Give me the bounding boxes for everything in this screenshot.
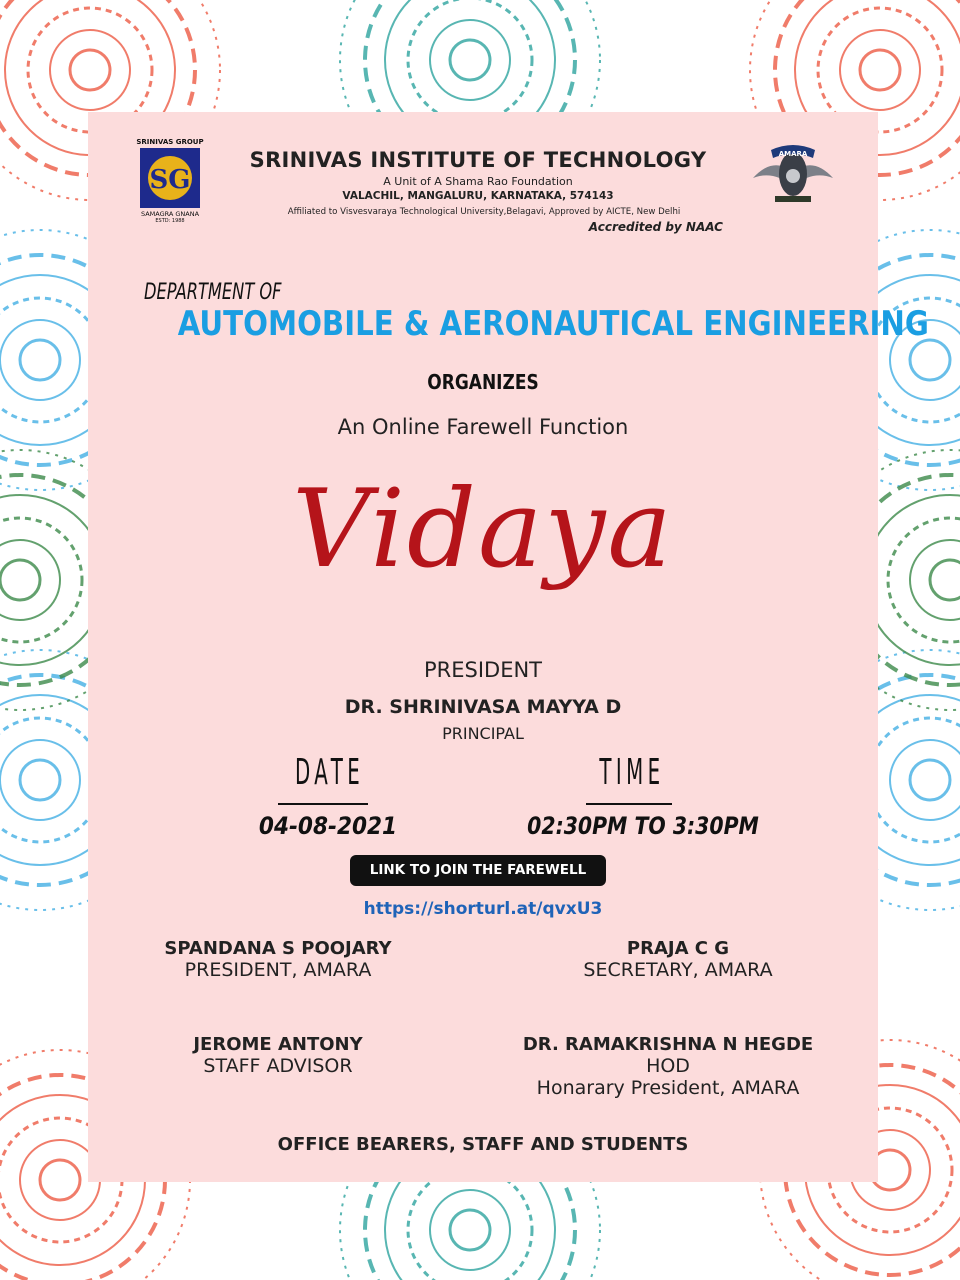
poster-card: [88, 112, 929, 1182]
college-emblem-icon: [140, 148, 200, 208]
affiliation-line: Affiliated to Visvesvaraya Technological University,Belagavi, Approved by AICTE, New Delhi: [287, 207, 681, 217]
join-link[interactable]: https://shorturl.at/qvxU3: [363, 899, 603, 919]
president-designation: PRINCIPAL: [442, 724, 524, 743]
person-role: HOD: [646, 1055, 690, 1077]
amara-logo-text: AMARA: [778, 150, 808, 158]
person-name: JEROME ANTONY: [193, 1034, 363, 1055]
date-value: 04-08-2021: [258, 812, 398, 840]
address-line: VALACHIL, MANGALURU, KARNATAKA, 574143: [342, 190, 614, 202]
date-heading: DATE: [295, 752, 365, 793]
institute-name: SRINIVAS INSTITUTE OF TECHNOLOGY: [249, 148, 707, 172]
accreditation-line: Accredited by NAAC: [588, 220, 723, 234]
time-heading: TIME: [599, 752, 665, 793]
event-title: Vidaya: [292, 467, 674, 592]
date-underline: [278, 803, 368, 805]
person-block: [118, 938, 438, 981]
president-name: DR. SHRINIVASA MAYYA D: [344, 696, 622, 718]
time-value: 02:30PM TO 3:30PM: [527, 812, 759, 840]
department-prefix: DEPARTMENT OF: [144, 280, 282, 305]
organizes-label: ORGANIZES: [427, 370, 539, 394]
foundation-line: A Unit of A Shama Rao Foundation: [383, 175, 573, 188]
person-role-secondary: Honarary President, AMARA: [536, 1077, 800, 1099]
person-role: STAFF ADVISOR: [203, 1055, 353, 1077]
person-name: DR. RAMAKRISHNA N HEGDE: [522, 1034, 814, 1055]
person-block: [468, 1034, 868, 1099]
department-name: AUTOMOBILE & AERONAUTICAL ENGINEERING: [177, 304, 929, 344]
person-name: SPANDANA S POOJARY: [164, 938, 392, 959]
person-name: PRAJA C G: [626, 938, 730, 959]
footer-line: OFFICE BEARERS, STAFF AND STUDENTS: [277, 1134, 689, 1155]
logo-group-text: SRINIVAS GROUP: [136, 138, 204, 146]
person-role: SECRETARY, AMARA: [583, 959, 773, 981]
logo-estd: ESTD: 1988: [155, 218, 185, 224]
president-label: PRESIDENT: [423, 658, 543, 682]
event-type: An Online Farewell Function: [337, 415, 629, 439]
time-underline: [586, 803, 672, 805]
join-farewell-button[interactable]: LINK TO JOIN THE FAREWELL: [350, 855, 606, 886]
person-block: [518, 938, 838, 981]
college-logo: [134, 138, 206, 224]
person-role: PRESIDENT, AMARA: [184, 959, 372, 981]
logo-tagline: SAMAGRA GNANA: [140, 210, 200, 218]
svg-text:SG: SG: [149, 165, 191, 195]
amara-logo-icon: [748, 136, 838, 212]
person-block: [118, 1034, 438, 1077]
